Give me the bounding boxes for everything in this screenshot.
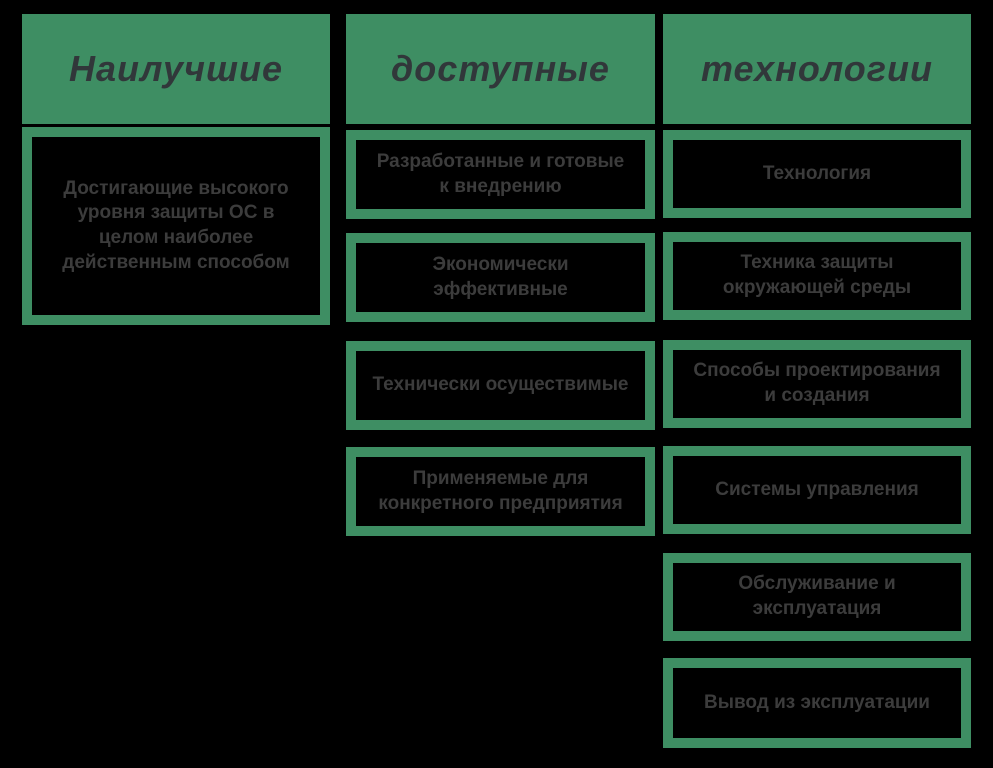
box-technology: Технология	[663, 130, 971, 218]
box-design-creation-methods: Способы проектирования и создания	[663, 340, 971, 428]
box-technically-feasible: Технически осуществимые	[346, 341, 655, 430]
box-decommissioning: Вывод из эксплуатации	[663, 658, 971, 748]
column-header-technologies: технологии	[663, 14, 971, 124]
box-environment-protection-technique: Техника защиты окружающей среды	[663, 232, 971, 320]
box-applicable-enterprise: Применяемые для конкретного предприятия	[346, 447, 655, 536]
column-header-best: Наилучшие	[22, 14, 330, 124]
column-header-available: доступные	[346, 14, 655, 124]
box-developed-ready: Разработанные и готовые к внедрению	[346, 130, 655, 219]
box-best-definition: Достигающие высокого уровня защиты ОС в целом наиболее действенным способом	[22, 127, 330, 325]
box-maintenance-operation: Обслуживание и эксплуатация	[663, 553, 971, 641]
box-economically-effective: Экономически эффективные	[346, 233, 655, 322]
box-management-systems: Системы управления	[663, 446, 971, 534]
